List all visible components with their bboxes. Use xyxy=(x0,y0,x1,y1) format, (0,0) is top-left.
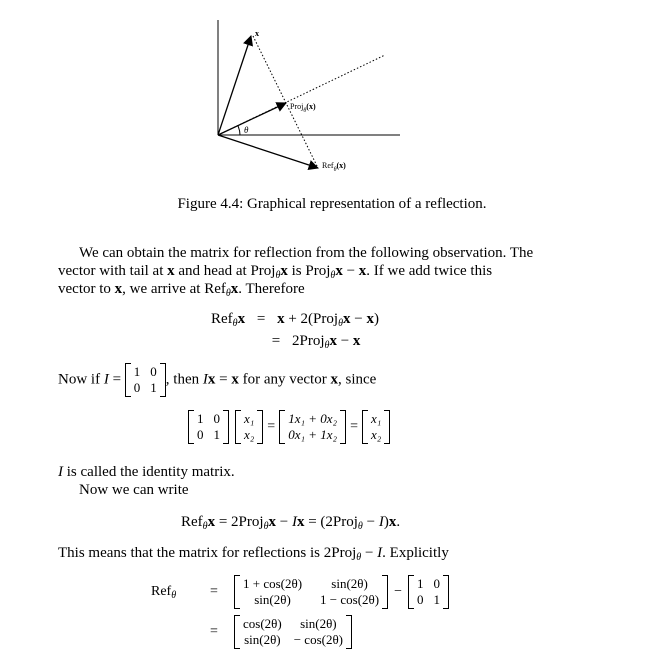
reflection-figure xyxy=(0,0,664,190)
label-x: x xyxy=(255,29,259,38)
equation-ref-identity: Ref$_\theta$x = 2Proj$_\theta$x − Ix = (2Proj$_\theta$ − I)x. xyxy=(181,514,401,532)
label-theta: θ xyxy=(244,125,249,135)
matrix-identity: 1 0 0 1 xyxy=(188,410,229,444)
equation-ref-proj: Ref$_\theta$x = x + 2(Proj$_\theta$x − x) = 2Proj$_\theta$x − x xyxy=(211,311,379,351)
para-line-2: vector with tail at x and head at Proj$_\theta$x is Proj$_\theta$x − x. If we add twice this xyxy=(58,263,493,281)
vector-ref xyxy=(218,135,318,168)
label-ref: Ref$_\theta$(x) xyxy=(322,161,346,173)
identity-text: I is called the identity matrix. Now we can write xyxy=(58,464,235,498)
matrix-reflection-sum: 1 + cos(2θ) sin(2θ) sin(2θ) 1 − cos(2θ) xyxy=(234,575,388,609)
para-line-1: We can obtain the matrix for reflection from the following observation. The xyxy=(79,245,534,261)
identity-definition-line: Now if I = 1 0 0 1 , then Ix = x for any vector x, since xyxy=(58,364,377,395)
figure-caption: Figure 4.4: Graphical representation of a reflection. xyxy=(177,196,487,212)
matrix-reflection-final: cos(2θ) sin(2θ) sin(2θ) − cos(2θ) xyxy=(234,615,352,649)
vector-x-column: x₁ x₂ xyxy=(235,410,263,444)
identity-matrix: 1 0 0 1 xyxy=(125,363,166,397)
means-line: This means that the matrix for reflections is 2Proj$_\theta$ − I. Explicitly xyxy=(58,545,449,563)
label-proj: Proj$_\theta$(x) xyxy=(290,102,316,114)
vector-x xyxy=(218,36,251,135)
para-line-3: vector to x, we arrive at Ref$_\theta$x. Therefore xyxy=(58,281,305,299)
paragraph-1 xyxy=(58,244,568,298)
vector-x-result: x₁ x₂ xyxy=(362,410,390,444)
theta-arc xyxy=(238,126,240,135)
matrix-product-result: 1x₁ + 0x₂ 0x₁ + 1x₂ xyxy=(279,410,346,444)
matrix-identity-2: 1 0 0 1 xyxy=(408,575,449,609)
vector-proj xyxy=(218,103,286,135)
equation-identity-product: 1 0 0 1 x₁ x₂ = 1x₁ + 0x₂ 0x₁ + 1x₂ = x₁ x₂ xyxy=(188,410,390,444)
equation-ref-explicit: Ref$_\theta$ = 1 + cos(2θ) sin(2θ) sin(2θ) 1 − cos(2θ) − 1 0 0 1 = cos(2θ) sin(2θ) sin(2θ) − cos(2θ) xyxy=(151,575,449,649)
